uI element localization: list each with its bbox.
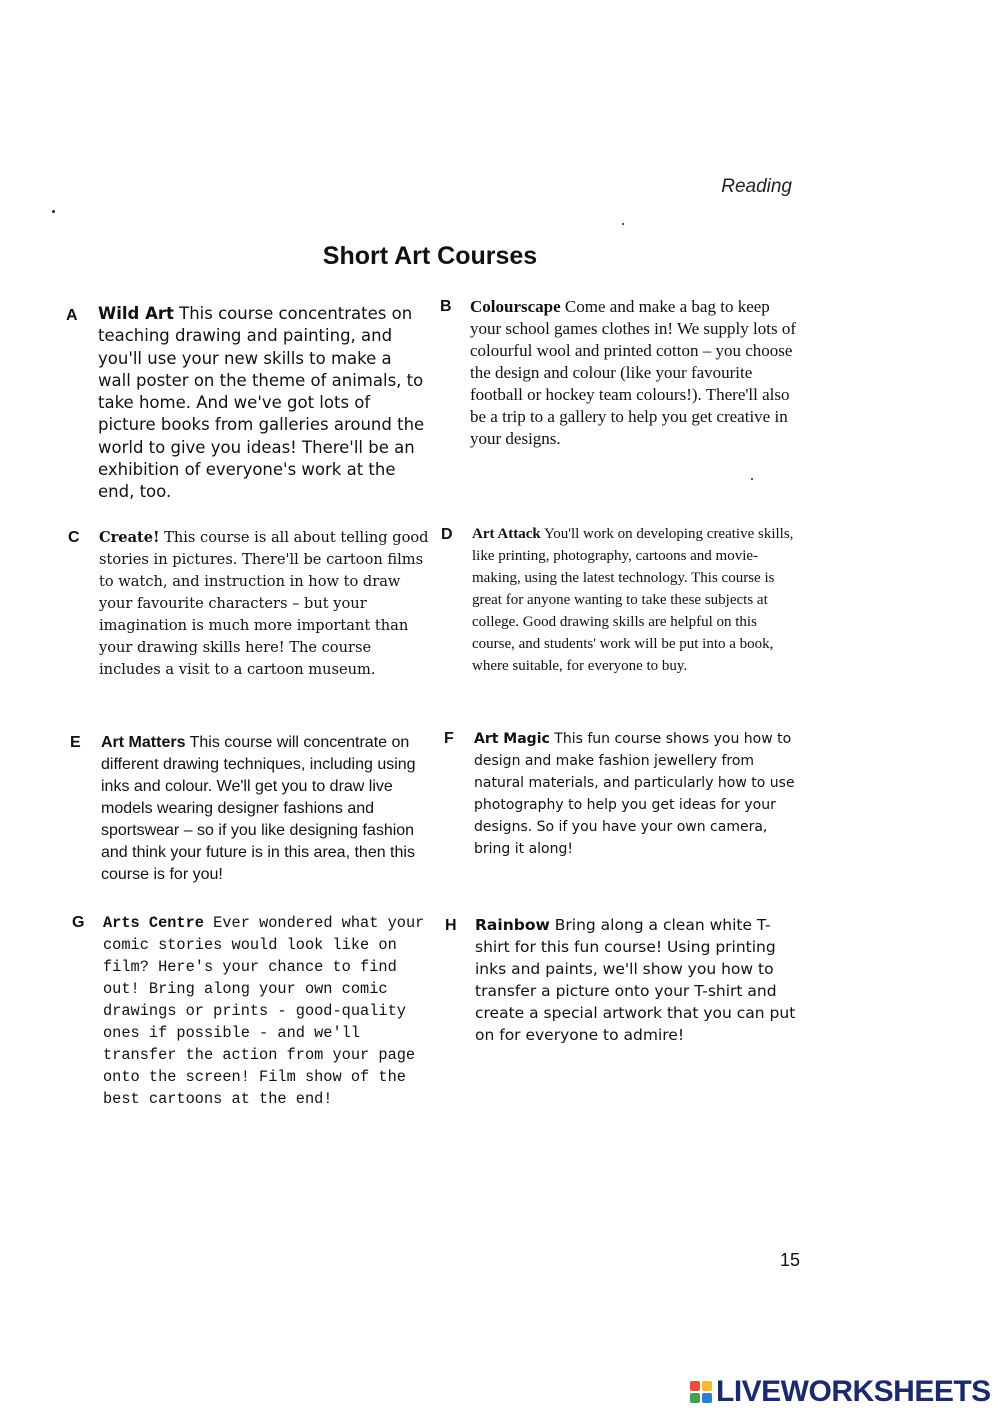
course-letter: E — [70, 734, 81, 751]
course-letter: B — [440, 298, 452, 315]
course-text: This course concentrates on teaching drawing and painting, and you'll use your new skills to make a wall poster on the theme of animals, to take home. And we've got lots of picture books from galleries around the world to give you ideas! There'll be an exhibition of everyone's work at the end, too. — [98, 304, 425, 502]
course-name: Art Magic — [474, 731, 550, 747]
course-name: Colourscape — [470, 297, 561, 316]
course-description — [472, 523, 802, 677]
course-name: Rainbow — [475, 916, 550, 934]
course-text: Bring along a clean white T-shirt for this fun course! Using printing inks and paints, we'll show you how to transfer a picture onto your T-shirt and create a special artwork that you can put on for everyone to admire! — [475, 916, 796, 1044]
page-title: Short Art Courses — [322, 242, 538, 270]
course-name: Arts Centre — [103, 914, 204, 932]
scan-speck — [751, 478, 753, 480]
course-name: Create! — [99, 529, 160, 546]
page-number: 15 — [779, 1250, 800, 1270]
course-description — [99, 527, 429, 681]
course-name: Wild Art — [98, 304, 174, 323]
course-description — [101, 732, 431, 886]
course-text: Ever wondered what your comic stories would look like on film? Here's your chance to find out! Bring along your own comic drawings or prints - good-quality ones if possible - and we'll transfer the action from your page onto the screen! Film show of the best cartoons at the end! — [103, 914, 425, 1108]
scan-speck — [622, 223, 624, 225]
course-letter: A — [66, 307, 78, 324]
course-letter: C — [68, 529, 80, 546]
scan-speck — [52, 210, 55, 213]
course-text: This course will concentrate on different drawing techniques, including using inks and colour. We'll get you to draw live models wearing designer fashions and sportswear – so if you like designing fashion and think your future is in this area, then this course is for you! — [101, 734, 416, 883]
section-heading: Reading — [721, 176, 792, 197]
course-text: This course is all about telling good stories in pictures. There'll be cartoon films to watch, and instruction in how to draw your favourite characters – but your imagination is much more important than your drawing skills here! The course includes a visit to a cartoon museum. — [99, 529, 429, 678]
course-description — [98, 303, 428, 504]
course-description — [103, 912, 433, 1110]
course-letter: D — [441, 526, 453, 543]
course-description — [475, 914, 805, 1046]
course-letter: F — [444, 730, 454, 747]
course-description — [474, 728, 804, 860]
course-text: You'll work on developing creative skills, like printing, photography, cartoons and movie-making, using the latest technology. This course is great for anyone wanting to take these subjects at college. Good drawing skills are helpful on this course, and students' work will be put into a book, where suitable, for everyone to buy. — [472, 526, 794, 674]
watermark-text: LIVEWORKSHEETS — [716, 1375, 991, 1408]
course-name: Art Attack — [472, 526, 541, 542]
course-text: This fun course shows you how to design and make fashion jewellery from natural materials, and particularly how to use photography to help you get ideas for your designs. So if you have your own camera, bring it along! — [474, 731, 795, 857]
course-name: Art Matters — [101, 734, 186, 751]
liveworksheets-logo-icon — [690, 1381, 712, 1403]
course-letter: G — [72, 914, 85, 931]
course-description — [470, 296, 800, 450]
course-text: Come and make a bag to keep your school games clothes in! We supply lots of colourful wool and printed cotton – you choose the design and colour (like your favourite football or hockey team colours!). There'll also be a trip to a gallery to help you get creative in your designs. — [470, 297, 796, 448]
liveworksheets-watermark — [690, 1376, 991, 1408]
course-letter: H — [445, 917, 457, 934]
